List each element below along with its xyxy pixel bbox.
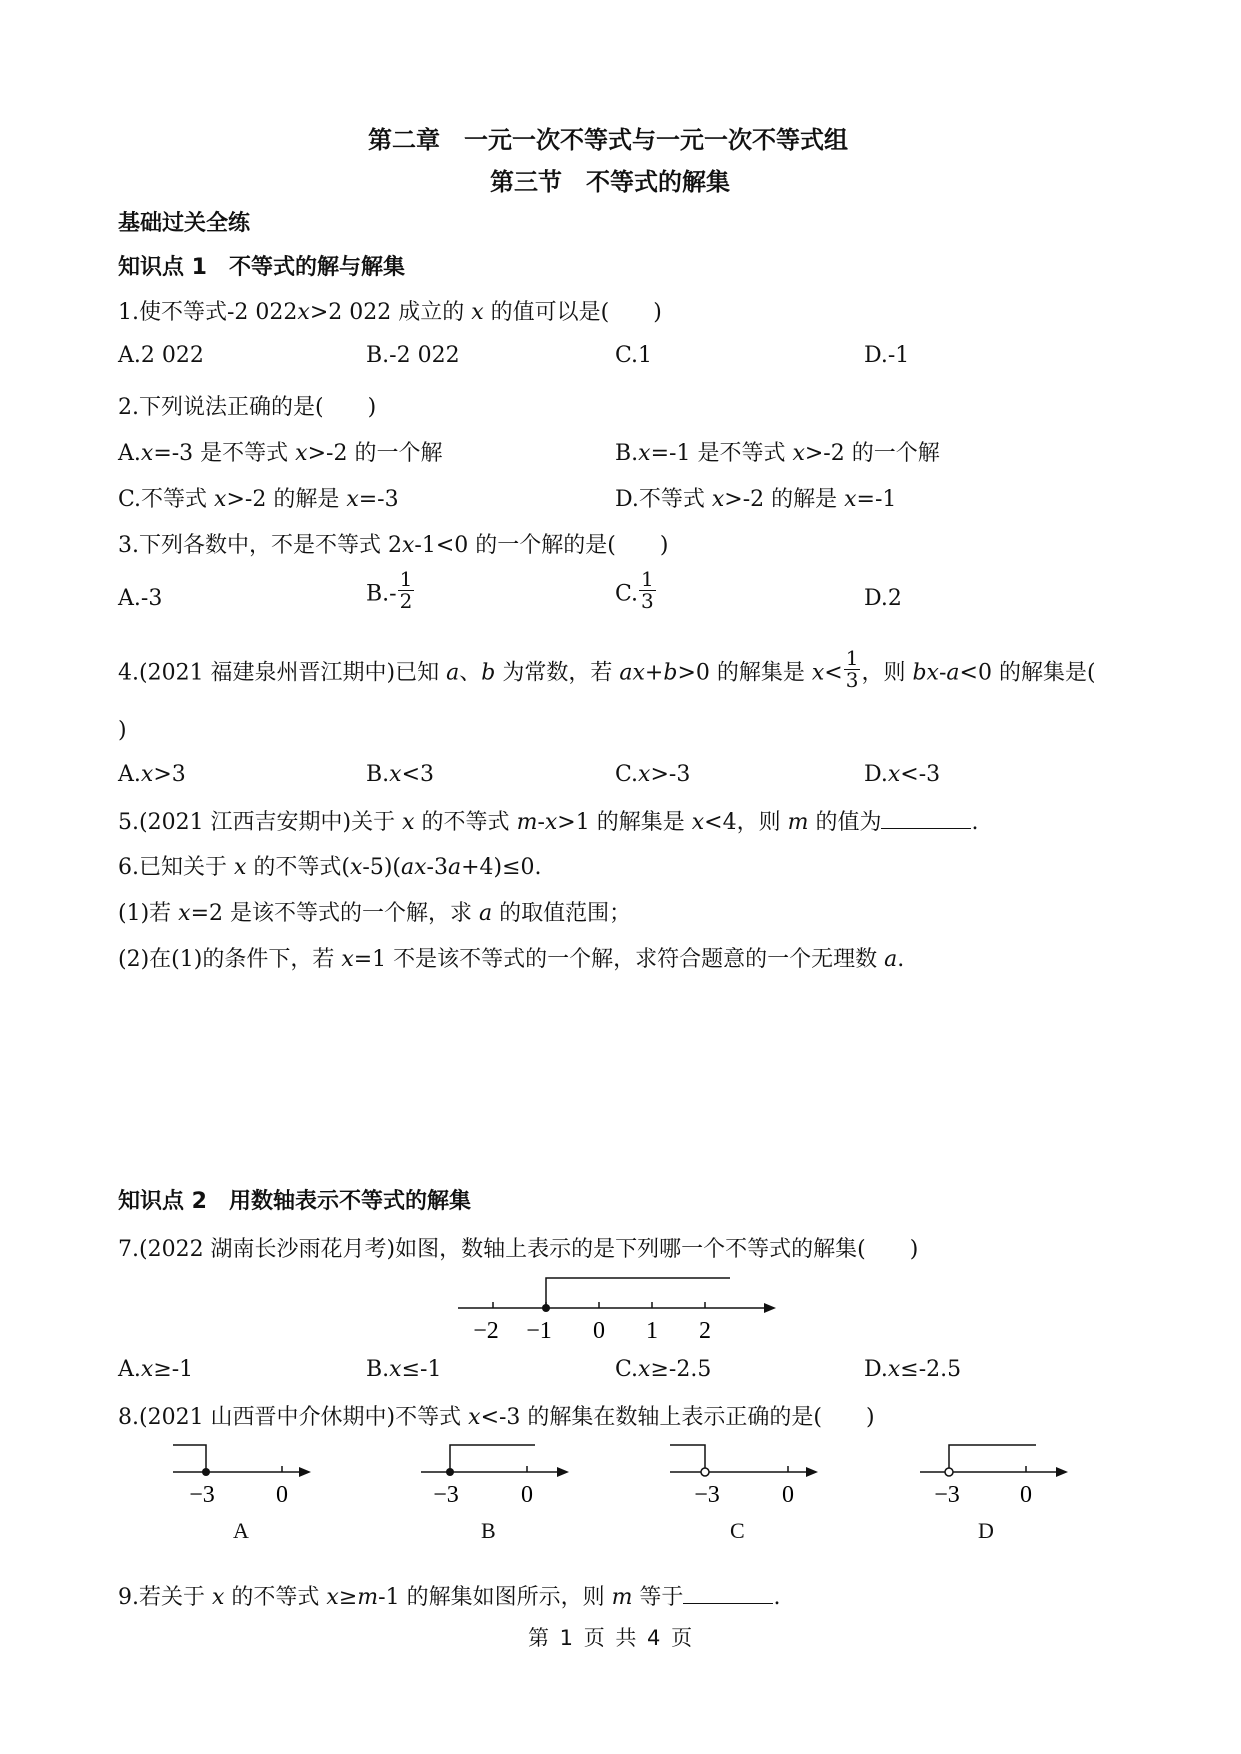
q8-b-closed-dot [446, 1468, 454, 1476]
question-7: 7.(2022 湖南长沙雨花月考)如图，数轴上表示的是下列哪一个不等式的解集( ) [118, 1237, 919, 1262]
q2-option-c: C.不等式 x>-2 的解是 x=-3 [118, 487, 399, 512]
q9-answer-blank[interactable] [683, 1603, 773, 1604]
q8-label-c: C [730, 1518, 745, 1543]
svg-text:0: 0 [1020, 1482, 1032, 1508]
question-4-close: ) [118, 718, 127, 743]
q3-b-fraction: $\frac{1}{2}$ [399, 567, 413, 613]
q7-axis-arrow [764, 1303, 776, 1313]
q1-option-a: A.2 022 [118, 343, 204, 368]
q8-label-a: A [233, 1518, 249, 1543]
q4-option-c: C.x>-3 [615, 762, 691, 787]
q8-number-line-b [413, 1440, 573, 1510]
q7-option-b: B.x≤-1 [366, 1357, 442, 1382]
q2-option-d: D.不等式 x>-2 的解是 x=-1 [615, 487, 897, 512]
q8-label-b: B [481, 1518, 496, 1543]
q1-option-b: B.-2 022 [366, 343, 460, 368]
svg-text:0: 0 [276, 1482, 288, 1508]
q1-text2: >2 022 成立的 [309, 300, 472, 325]
q7-label-neg2: −2 [473, 1318, 499, 1344]
q1-var2: x [471, 300, 484, 325]
q8-b-ray [450, 1445, 535, 1472]
q7-label-2: 2 [699, 1318, 711, 1344]
q3-c-fraction: $\frac{1}{3}$ [641, 567, 654, 613]
q8-number-line-a [165, 1440, 315, 1510]
chapter-title: 第二章 一元一次不等式与一元一次不等式组 [368, 126, 848, 154]
q5-answer-blank[interactable] [881, 828, 971, 829]
q8-d-ray [949, 1445, 1036, 1468]
q8-number-line-d [912, 1440, 1072, 1510]
q7-number-line [450, 1268, 790, 1348]
q7-solution-ray [546, 1278, 730, 1308]
q7-option-c: C.x≥-2.5 [615, 1357, 712, 1382]
q1-text: 1.使不等式-2 022 [118, 300, 298, 325]
q7-closed-dot [542, 1304, 550, 1312]
question-8: 8.(2021 山西晋中介休期中)不等式 x<-3 的解集在数轴上表示正确的是( ) [118, 1405, 875, 1430]
q4-option-d: D.x<-3 [864, 762, 941, 787]
q7-option-d: D.x≤-2.5 [864, 1357, 962, 1382]
q1-option-c: C.1 [615, 343, 653, 368]
q1-var: x [297, 300, 310, 325]
question-6: 6.已知关于 x 的不等式(x-5)(ax-3a+4)≤0. [118, 855, 542, 880]
question-6-part-2: (2)在(1)的条件下，若 x=1 不是该不等式的一个解，求符合题意的一个无理数 a. [118, 947, 905, 972]
q3-option-a: A.-3 [118, 586, 163, 611]
question-6-part-1: (1)若 x=2 是该不等式的一个解，求 a 的取值范围； [118, 901, 632, 926]
q4-option-b: B.x<3 [366, 762, 435, 787]
q2-option-b: B.x=-1 是不等式 x>-2 的一个解 [615, 441, 940, 466]
svg-text:0: 0 [782, 1482, 794, 1508]
knowledge-point-2-heading: 知识点 2 用数轴表示不等式的解集 [118, 1189, 471, 1214]
q4-option-a: A.x>3 [118, 762, 186, 787]
section-title: 第三节 不等式的解集 [490, 168, 730, 196]
q8-d-open-dot [945, 1468, 953, 1476]
q7-label-1: 1 [646, 1318, 658, 1344]
svg-text:0: 0 [521, 1482, 533, 1508]
q7-label-0: 0 [593, 1318, 605, 1344]
q8-c-ray [670, 1445, 705, 1468]
q8-a-ray [173, 1445, 206, 1472]
page-footer: 第 1 页 共 4 页 [528, 1626, 695, 1650]
q8-c-open-dot [701, 1468, 709, 1476]
knowledge-point-1-heading: 知识点 1 不等式的解与解集 [118, 255, 405, 280]
svg-text:−3: −3 [934, 1482, 960, 1508]
svg-text:−3: −3 [694, 1482, 720, 1508]
question-5: 5.(2021 江西吉安期中)关于 x 的不等式 m-x>1 的解集是 x<4，则 m 的值为 . [118, 810, 979, 835]
practice-heading: 基础过关全练 [118, 211, 251, 236]
q2-option-a: A.x=-3 是不等式 x>-2 的一个解 [118, 441, 443, 466]
q3-option-b: B.- $\frac{1}{2}$ [366, 567, 413, 613]
q3-option-d: D.2 [864, 586, 902, 611]
q1-tail: 的值可以是( ) [483, 300, 662, 325]
question-1 [118, 295, 662, 326]
q8-a-closed-dot [202, 1468, 210, 1476]
q1-option-d: D.-1 [864, 343, 910, 368]
svg-text:−3: −3 [433, 1482, 459, 1508]
question-4: 4.(2021 福建泉州晋江期中)已知 a、b 为常数，若 ax+b>0 的解集是 x< $\frac{1}{3}$ ，则 bx-a<0 的解集是( [118, 646, 1096, 692]
svg-text:−3: −3 [189, 1482, 215, 1508]
question-9: 9.若关于 x 的不等式 x≥m-1 的解集如图所示，则 m 等于 . [118, 1585, 781, 1610]
q8-label-d: D [978, 1518, 994, 1543]
question-2: 2.下列说法正确的是( ) [118, 395, 377, 420]
q4-fraction: $\frac{1}{3}$ [845, 646, 859, 692]
q7-label-neg1: −1 [526, 1318, 552, 1344]
q8-number-line-c [662, 1440, 822, 1510]
question-3: 3.下列各数中，不是不等式 2x-1<0 的一个解的是( ) [118, 533, 669, 558]
q3-option-c: C. $\frac{1}{3}$ [615, 567, 654, 613]
q7-option-a: A.x≥-1 [118, 1357, 194, 1382]
